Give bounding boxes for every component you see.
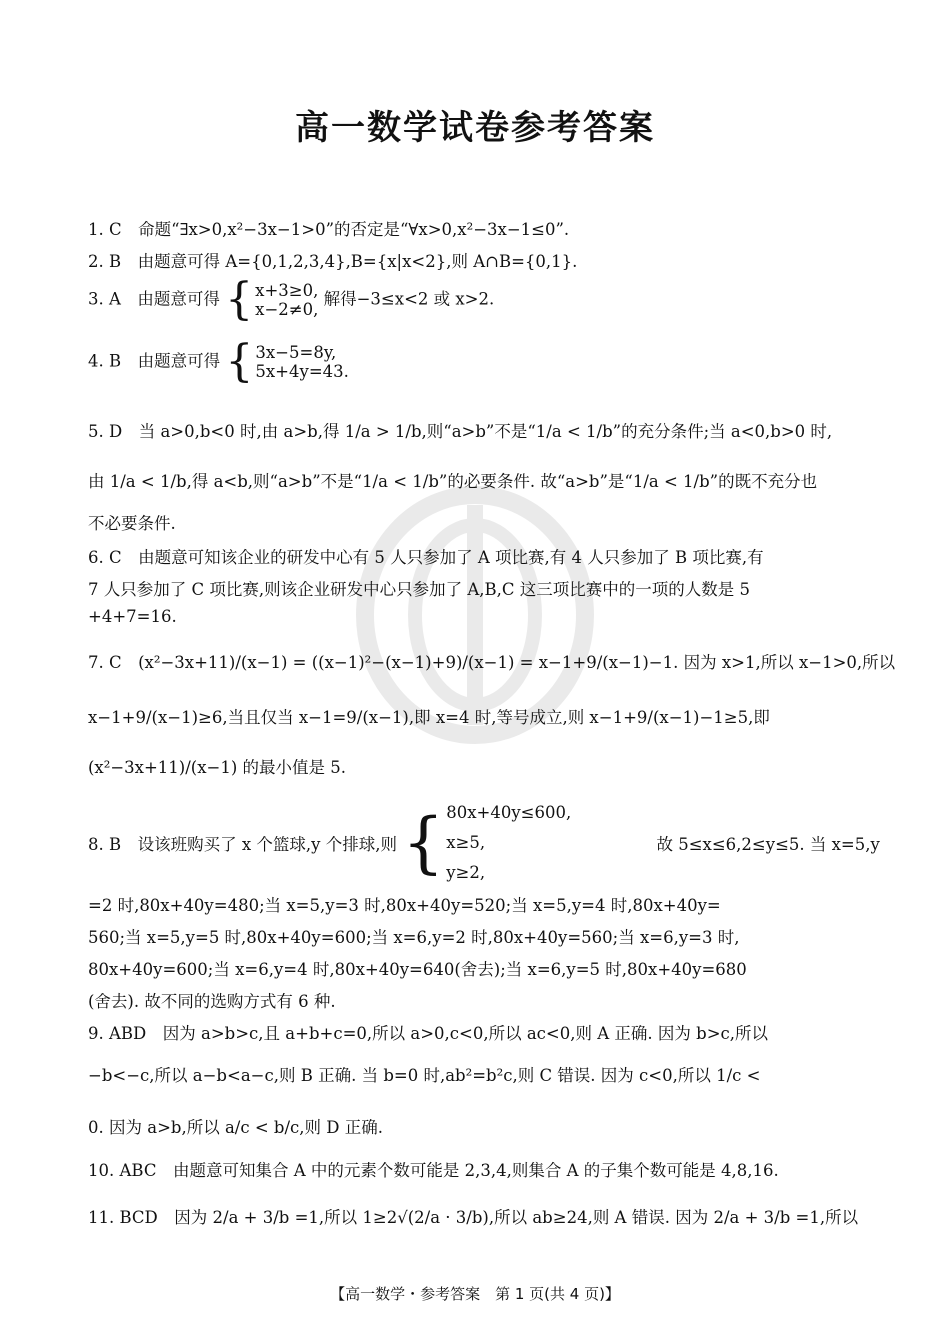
answer-8-line-3: 560;当 x=5,y=5 时,80x+40y=600;当 x=6,y=2 时,80x+40y=560;当 x=6,y=3 时, xyxy=(88,928,740,947)
answer-5-line-3: 不必要条件. xyxy=(88,514,176,533)
answer-4 xyxy=(88,336,349,387)
system-row: 3x−5=8y, xyxy=(255,343,337,362)
brace-icon: { xyxy=(225,336,254,387)
system-row: x≥5, xyxy=(446,833,486,852)
answer-5-line-2: 由 1/a < 1/b,得 a<b,则“a>b”不是“1/a < 1/b”的必要条件. 故“a>b”是“1/a < 1/b”的既不充分也 xyxy=(88,472,818,491)
answer-6-line-3: +4+7=16. xyxy=(88,607,177,626)
answer-9-line-2: −b<−c,所以 a−b<a−c,则 B 正确. 当 b=0 时,ab²=b²c,则 C 错误. 因为 c<0,所以 1/c < xyxy=(88,1066,761,1085)
answer-10: 10. ABC 由题意可知集合 A 中的元素个数可能是 2,3,4,则集合 A 的子集个数可能是 4,8,16. xyxy=(88,1161,779,1180)
answer-3-result: 解得−3≤x<2 或 x>2. xyxy=(323,289,495,309)
answer-8-result: 故 5≤x≤6,2≤y≤5. 当 x=5,y xyxy=(656,835,880,854)
page-footer: 【高一数学・参考答案 第 1 页(共 4 页)】 xyxy=(330,1285,620,1303)
brace-icon: { xyxy=(225,274,254,325)
brace-icon: { xyxy=(402,804,445,881)
answer-8-line-2: =2 时,80x+40y=480;当 x=5,y=3 时,80x+40y=520;当 x=5,y=4 时,80x+40y= xyxy=(88,896,721,915)
answer-4-system xyxy=(225,336,349,387)
answer-1: 1. C 命题“∃x>0,x²−3x−1>0”的否定是“∀x>0,x²−3x−1≤0”. xyxy=(88,220,570,239)
answer-3 xyxy=(88,274,495,325)
answer-4-text: 4. B 由题意可得 xyxy=(88,351,221,371)
answer-7-line-3: (x²−3x+11)/(x−1) 的最小值是 5. xyxy=(88,758,347,777)
answer-2: 2. B 由题意可得 A={0,1,2,3,4},B={x|x<2},则 A∩B={0,1}. xyxy=(88,252,578,271)
answer-3-text: 3. A 由题意可得 xyxy=(88,289,220,309)
answer-6-line-2: 7 人只参加了 C 项比赛,则该企业研发中心只参加了 A,B,C 这三项比赛中的一项的人数是 5 xyxy=(88,580,750,599)
answer-7-line-1: 7. C (x²−3x+11)/(x−1) = ((x−1)²−(x−1)+9)/(x−1) = x−1+9/(x−1)−1. 因为 x>1,所以 x−1>0,所以 xyxy=(88,653,896,672)
system-row: x+3≥0, xyxy=(255,281,319,300)
system-row: 5x+4y=43. xyxy=(255,362,349,381)
answer-8-line-4: 80x+40y=600;当 x=6,y=4 时,80x+40y=640(舍去);当 x=6,y=5 时,80x+40y=680 xyxy=(88,960,747,979)
answer-5-line-1: 5. D 当 a>0,b<0 时,由 a>b,得 1/a > 1/b,则“a>b”不是“1/a < 1/b”的充分条件;当 a<0,b>0 时, xyxy=(88,422,833,441)
answer-8-system xyxy=(402,798,571,888)
answer-9-line-3: 0. 因为 a>b,所以 a/c < b/c,则 D 正确. xyxy=(88,1118,383,1137)
answer-8 xyxy=(88,798,880,888)
answer-6-line-1: 6. C 由题意可知该企业的研发中心有 5 人只参加了 A 项比赛,有 4 人只参加了 B 项比赛,有 xyxy=(88,548,764,567)
system-row: 80x+40y≤600, xyxy=(446,803,572,822)
answer-9-line-1: 9. ABD 因为 a>b>c,且 a+b+c=0,所以 a>0,c<0,所以 ac<0,则 A 正确. 因为 b>c,所以 xyxy=(88,1024,769,1043)
answer-11: 11. BCD 因为 2/a + 3/b =1,所以 1≥2√(2/a · 3/b),所以 ab≥24,则 A 错误. 因为 2/a + 3/b =1,所以 xyxy=(88,1208,859,1227)
answer-3-system xyxy=(225,274,319,325)
answer-8-text: 8. B 设该班购买了 x 个篮球,y 个排球,则 xyxy=(88,835,397,854)
system-row: x−2≠0, xyxy=(255,300,319,319)
answer-7-line-2: x−1+9/(x−1)≥6,当且仅当 x−1=9/(x−1),即 x=4 时,等号成立,则 x−1+9/(x−1)−1≥5,即 xyxy=(88,708,770,727)
system-row: y≥2, xyxy=(446,863,486,882)
page-title: 高一数学试卷参考答案 xyxy=(295,108,655,148)
answer-8-line-5: (舍去). 故不同的选购方式有 6 种. xyxy=(88,992,336,1011)
